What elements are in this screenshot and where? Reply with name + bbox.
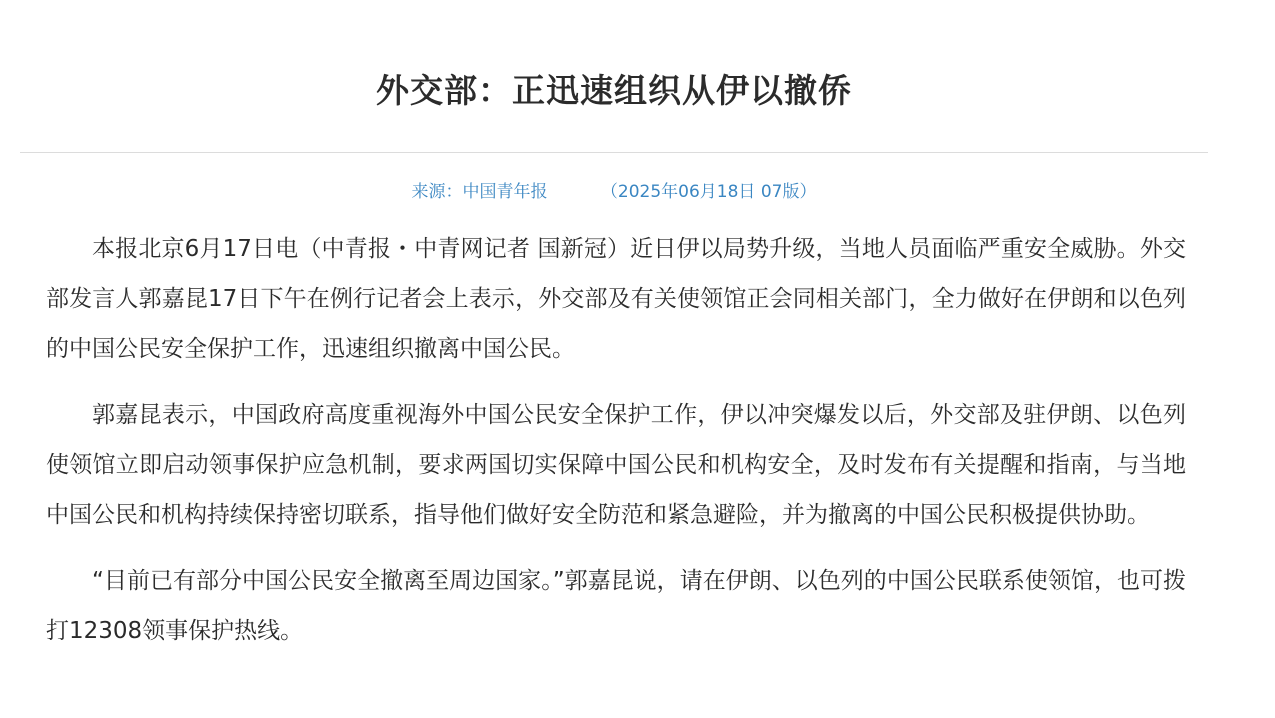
article-meta bbox=[20, 178, 1208, 206]
title-divider bbox=[20, 152, 1208, 153]
paragraph: “目前已有部分中国公民安全撤离至周边国家。”郭嘉昆说，请在伊朗、以色列的中国公民联系使领馆，也可拨打12308领事保护热线。 bbox=[46, 568, 1186, 644]
article-source: 来源：中国青年报 bbox=[411, 182, 548, 202]
article-date: （2025年06月18日 07版） bbox=[600, 182, 817, 202]
paragraph: 郭嘉昆表示，中国政府高度重视海外中国公民安全保护工作，伊以冲突爆发以后，外交部及驻伊朗、以色列使领馆立即启动领事保护应急机制，要求两国切实保障中国公民和机构安全，及时发布有关提醒和指南，与当地中国公民和机构持续保持密切联系，指导他们做好安全防范和紧急避险，并为撤离的中国公民积极提供协助。 bbox=[46, 402, 1186, 528]
page-title: 外交部：正迅速组织从伊以撤侨 bbox=[376, 71, 852, 110]
article-body bbox=[46, 224, 1186, 672]
paragraph: 本报北京6月17日电（中青报・中青网记者 国新冠）近日伊以局势升级，当地人员面临严重安全威胁。外交部发言人郭嘉昆17日下午在例行记者会上表示，外交部及有关使领馆正会同相关部门，全力做好在伊朗和以色列的中国公民安全保护工作，迅速组织撤离中国公民。 bbox=[46, 236, 1186, 362]
